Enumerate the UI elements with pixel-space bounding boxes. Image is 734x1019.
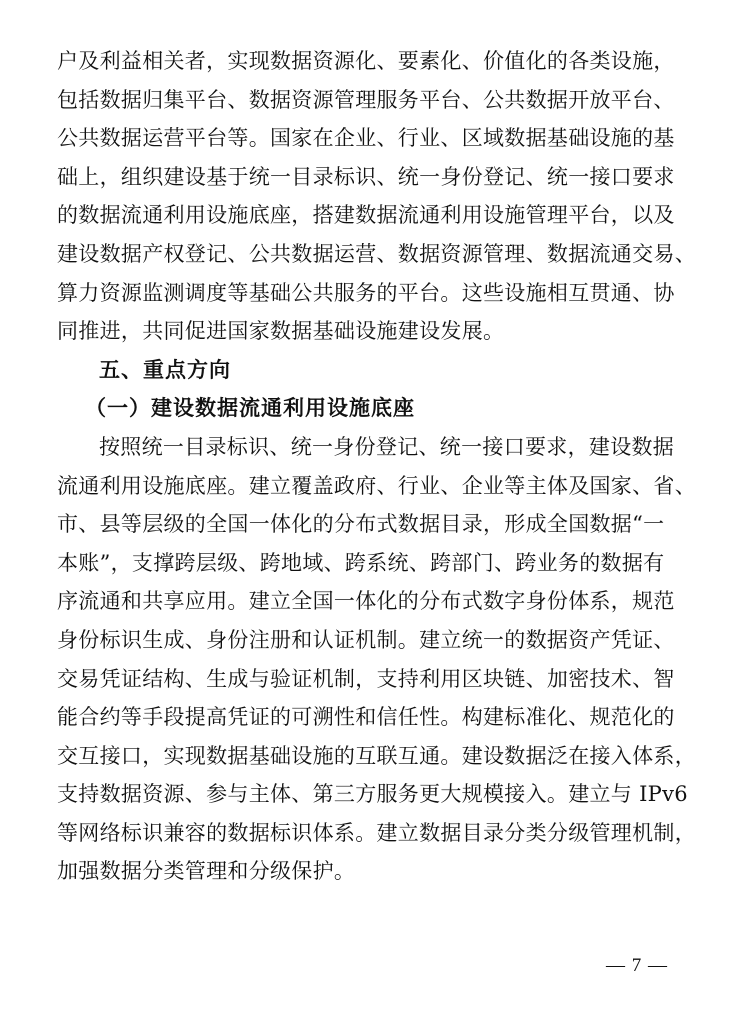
subsection-heading: （一）建设数据流通利用设施底座 [85, 395, 415, 421]
text-line: 序流通和共享应用。建立全国一体化的分布式数字身份体系，规范 [57, 589, 675, 614]
text-line: 等网络标识兼容的数据标识体系。建立数据目录分类分级管理机制， [57, 820, 696, 845]
text-line: 身份标识生成、身份注册和认证机制。建立统一的数据资产凭证、 [57, 627, 675, 652]
text-line: 本账”，支撑跨层级、跨地域、跨系统、跨部门、跨业务的数据有 [57, 550, 665, 575]
text-line: 建设数据产权登记、公共数据运营、数据资源管理、数据流通交易、 [57, 241, 696, 266]
page-number: — 7 — [606, 955, 668, 976]
text-line: 的数据流通利用设施底座，搭建数据流通利用设施管理平台，以及 [57, 203, 675, 228]
text-line: 流通利用设施底座。建立覆盖政府、行业、企业等主体及国家、省、 [57, 473, 696, 498]
text-line: 户及利益相关者，实现数据资源化、要素化、价值化的各类设施， [57, 49, 675, 73]
text-line: 算力资源监测调度等基础公共服务的平台。这些设施相互贯通、协 [57, 280, 675, 305]
text-line: 础上，组织建设基于统一目录标识、统一身份登记、统一接口要求 [57, 164, 675, 189]
text-line: 按照统一目录标识、统一身份登记、统一接口要求，建设数据 [99, 434, 675, 459]
text-line: 交易凭证结构、生成与验证机制，支持利用区块链、加密技术、智 [57, 666, 675, 691]
text-line: 交互接口，实现数据基础设施的互联互通。建设数据泛在接入体系， [57, 743, 696, 768]
text-line: 包括数据归集平台、数据资源管理服务平台、公共数据开放平台、 [57, 87, 675, 112]
text-line: 能合约等手段提高凭证的可溯性和信任性。构建标准化、规范化的 [57, 705, 675, 730]
paragraph-main [57, 428, 696, 891]
text-line: 市、县等层级的全国一体化的分布式数据目录，形成全国数据“一 [57, 512, 665, 537]
document-body [57, 42, 696, 891]
text-line: 支持数据资源、参与主体、第三方服务更大规模接入。建立与 IPv6 [57, 782, 688, 807]
text-line: 加强数据分类管理和分级保护。 [57, 859, 356, 884]
text-line: 同推进，共同促进国家数据基础设施建设发展。 [57, 319, 505, 344]
paragraph-continuation [57, 42, 696, 351]
section-heading: 五、重点方向 [99, 357, 231, 382]
text-line: 公共数据运营平台等。国家在企业、行业、区域数据基础设施的基 [57, 126, 675, 151]
